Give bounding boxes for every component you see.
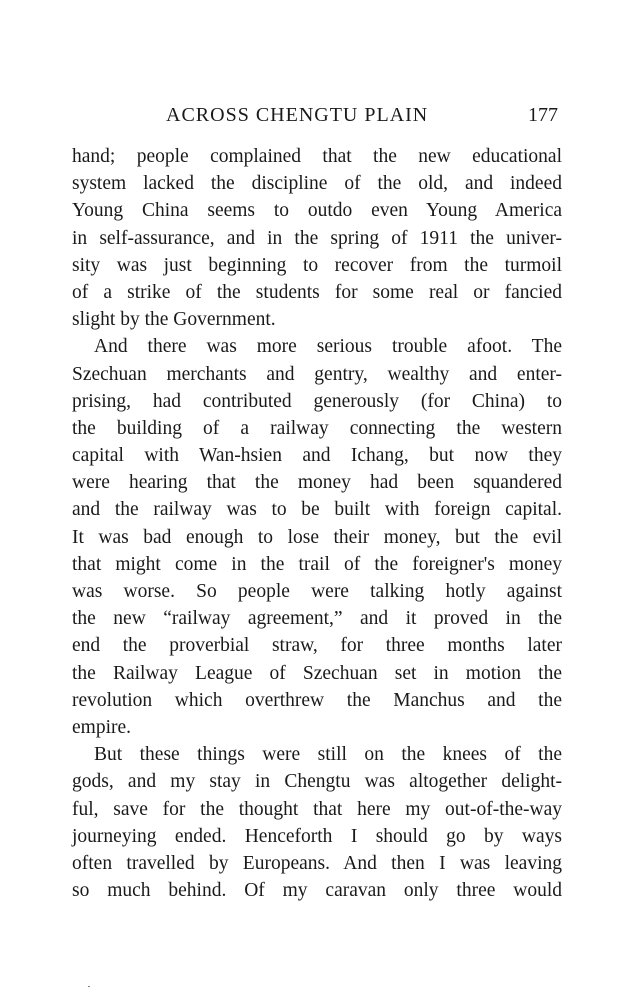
text-line: Young China seems to outdo even Young America <box>72 200 562 222</box>
text-line: that might come in the trail of the foreigner's money <box>72 553 562 575</box>
text-line: were hearing that the money had been squandered <box>72 472 562 494</box>
body-text <box>72 143 562 904</box>
paragraph-end-line: slight by the Government. <box>72 309 276 331</box>
text-line: gods, and my stay in Chengtu was altogether delight- <box>72 771 562 793</box>
text-line: capital with Wan-hsien and Ichang, but now they <box>72 445 562 467</box>
text-line: It was bad enough to lose their money, but the evil <box>72 526 562 548</box>
text-line: prising, had contributed generously (for China) to <box>72 390 562 412</box>
text-line: system lacked the discipline of the old, and indeed <box>72 173 562 195</box>
text-line: ful, save for the thought that here my out-of-the-way <box>72 798 562 820</box>
text-line: of a strike of the students for some real or fancied <box>72 281 562 303</box>
text-line: Szechuan merchants and gentry, wealthy and enter- <box>72 363 562 385</box>
text-line: the new “railway agreement,” and it proved in the <box>72 608 562 630</box>
text-line: often travelled by Europeans. And then I was leaving <box>72 852 562 874</box>
paragraph-start-line: But these things were still on the knees of the <box>94 744 562 766</box>
text-line: so much behind. Of my caravan only three would <box>72 880 562 902</box>
scan-speck <box>88 986 90 987</box>
text-line: and the railway was to be built with foreign capital. <box>72 499 562 521</box>
text-line: was worse. So people were talking hotly against <box>72 581 562 602</box>
text-line: sity was just beginning to recover from the turmoil <box>72 254 562 276</box>
running-head <box>72 104 564 134</box>
text-line: end the proverbial straw, for three months later <box>72 635 562 657</box>
text-line: revolution which overthrew the Manchus and the <box>72 689 562 711</box>
running-title: ACROSS CHENGTU PLAIN <box>166 104 429 126</box>
paragraph-end-line: empire. <box>72 716 132 738</box>
text-line: journeying ended. Henceforth I should go by ways <box>72 825 562 847</box>
paragraph-start-line: And there was more serious trouble afoot. The <box>94 336 562 358</box>
text-line: the building of a railway connecting the western <box>72 417 562 439</box>
text-line: in self-assurance, and in the spring of 1911 the univer- <box>72 227 562 249</box>
text-line: the Railway League of Szechuan set in motion the <box>72 662 562 684</box>
page-number: 177 <box>528 104 558 126</box>
text-line: hand; people complained that the new educational <box>72 146 562 167</box>
